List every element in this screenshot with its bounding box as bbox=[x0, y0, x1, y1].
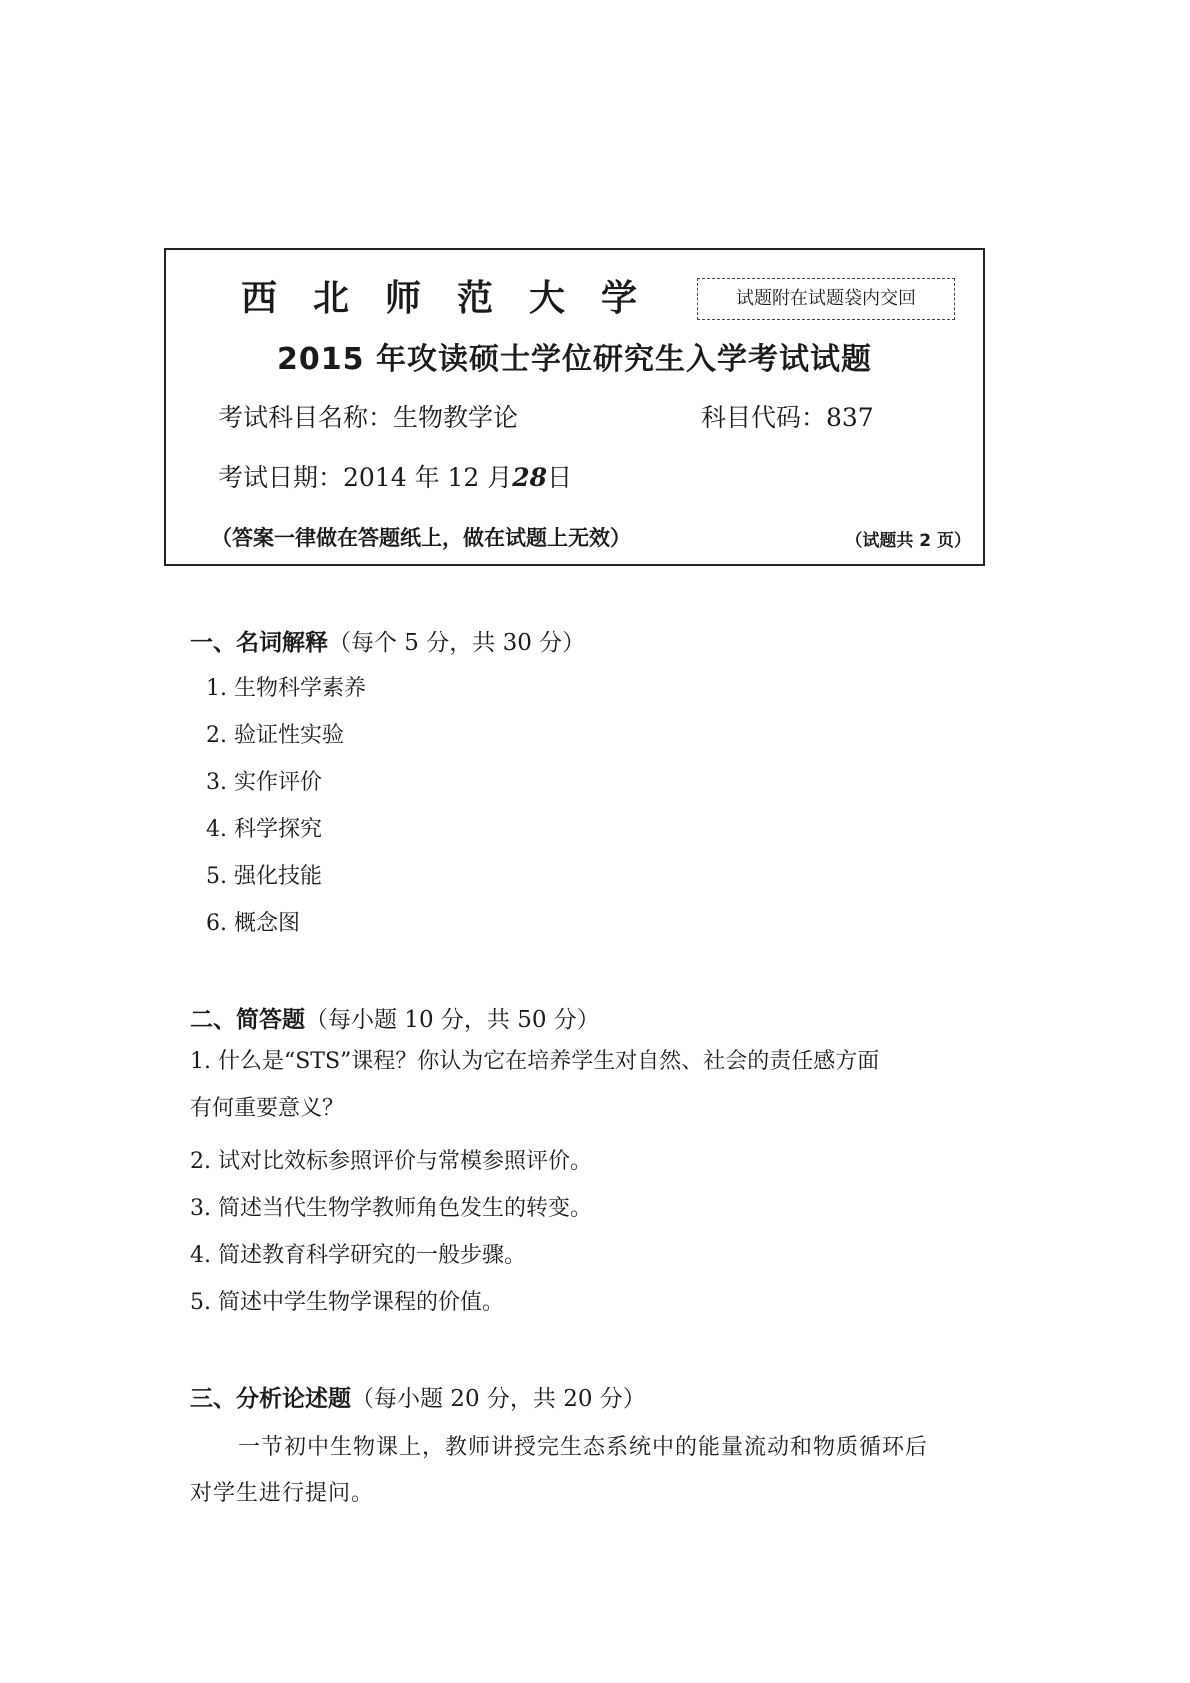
answer-instruction: （答案一律做在答题纸上，做在试题上无效） bbox=[211, 526, 631, 550]
section-2-item: 2. 试对比效标参照评价与常模参照评价。 bbox=[190, 1149, 592, 1174]
exam-header-box bbox=[164, 248, 985, 566]
section-1-item: 3. 实作评价 bbox=[206, 770, 322, 795]
section-3-title bbox=[190, 1380, 646, 1413]
exam-date bbox=[218, 458, 572, 494]
section-3-paragraph-continued: 对学生进行提问。 bbox=[190, 1481, 375, 1506]
section-1-item: 6. 概念图 bbox=[206, 911, 300, 936]
section-1-item: 2. 验证性实验 bbox=[206, 723, 344, 748]
section-2-item: 4. 简述教育科学研究的一般步骤。 bbox=[190, 1243, 526, 1268]
section-1-item: 1. 生物科学素养 bbox=[206, 676, 366, 701]
section-1-item: 4. 科学探究 bbox=[206, 817, 322, 842]
return-notice-box: 试题附在试题袋内交回 bbox=[697, 278, 955, 320]
section-1-name: 一、名词解释 bbox=[190, 630, 328, 656]
section-2-item: 1. 什么是“STS”课程？你认为它在培养学生对自然、社会的责任感方面 bbox=[190, 1049, 880, 1074]
section-3-name: 三、分析论述题 bbox=[190, 1386, 351, 1412]
exam-title: 2015 年攻读硕士学位研究生入学考试试题 bbox=[277, 342, 872, 377]
section-2-name: 二、简答题 bbox=[190, 1007, 305, 1033]
section-2-item: 5. 简述中学生物学课程的价值。 bbox=[190, 1290, 504, 1315]
section-1-item: 5. 强化技能 bbox=[206, 864, 322, 889]
section-2-item-continued: 有何重要意义？ bbox=[190, 1096, 345, 1121]
exam-date-suffix: 日 bbox=[547, 463, 573, 492]
section-2-item: 3. 简述当代生物学教师角色发生的转变。 bbox=[190, 1196, 592, 1221]
section-3-paragraph: 一节初中生物课上，教师讲授完生态系统中的能量流动和物质循环后 bbox=[238, 1435, 929, 1460]
section-1-title bbox=[190, 624, 585, 657]
subject-code: 科目代码：837 bbox=[701, 403, 874, 432]
subject-name: 考试科目名称：生物教学论 bbox=[218, 403, 519, 432]
section-2-score: （每小题 10 分，共 50 分） bbox=[305, 1007, 600, 1033]
university-name: 西北师范大学 bbox=[241, 278, 674, 319]
exam-date-prefix: 考试日期：2014 年 12 月 bbox=[218, 463, 513, 492]
section-3-score: （每小题 20 分，共 20 分） bbox=[351, 1386, 646, 1412]
exam-date-day: 28 bbox=[512, 463, 548, 492]
section-2-title bbox=[190, 1001, 600, 1034]
section-1-score: （每个 5 分，共 30 分） bbox=[328, 630, 586, 656]
page-count-note: （试题共 2 页） bbox=[845, 531, 971, 551]
